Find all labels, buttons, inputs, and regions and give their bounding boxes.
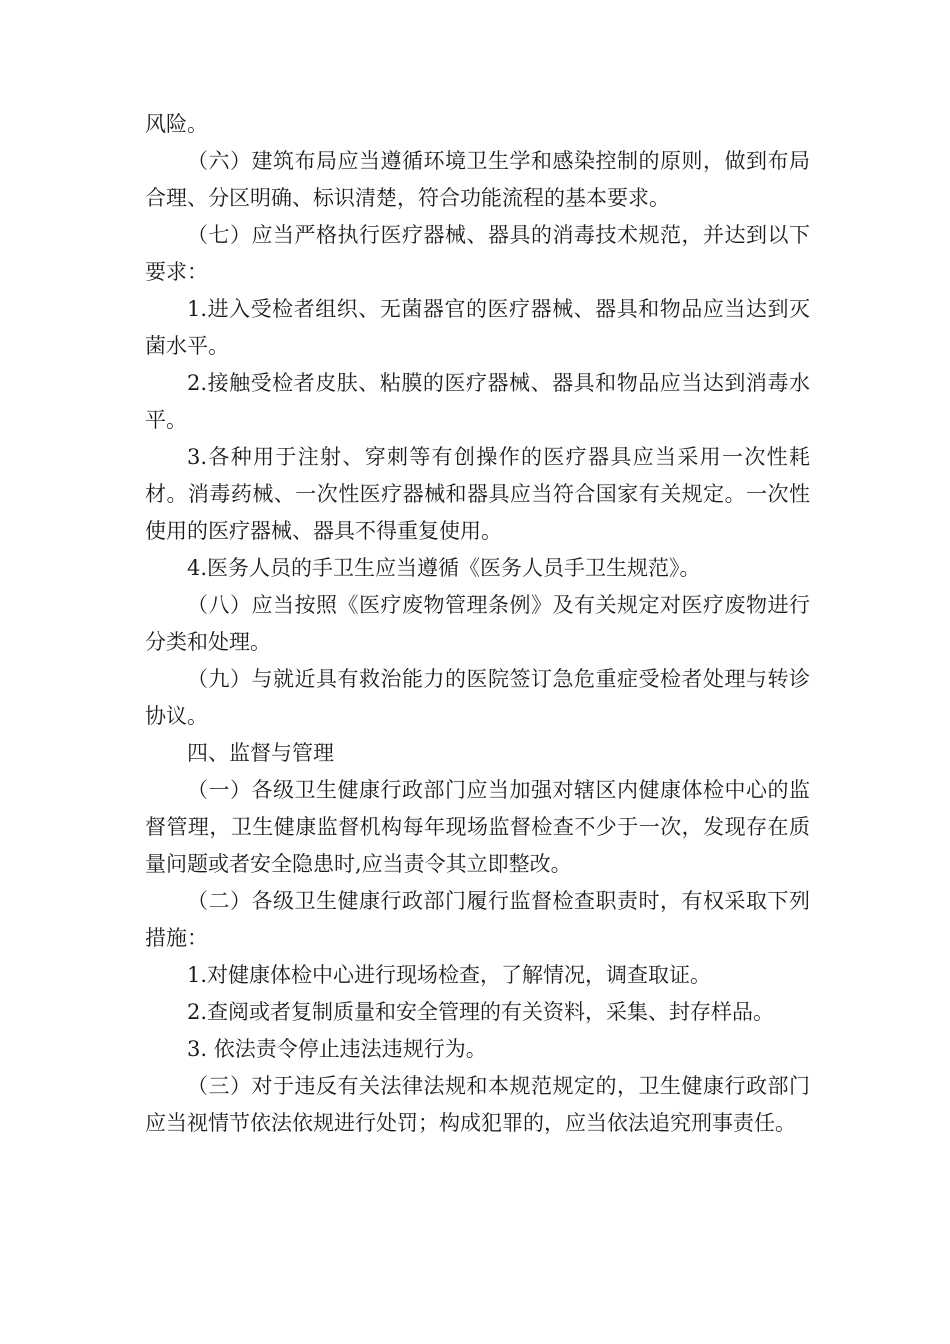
paragraph-item-7: （七）应当严格执行医疗器械、器具的消毒技术规范，并达到以下要求： — [145, 223, 810, 284]
paragraph-supervision-2: （二）各级卫生健康行政部门履行监督检查职责时，有权采取下列措施： — [145, 889, 810, 950]
document-body — [145, 106, 810, 1142]
paragraph-item-7-1: 1.进入受检者组织、无菌器官的医疗器械、器具和物品应当达到灭菌水平。 — [145, 297, 810, 358]
paragraph-supervision-1: （一）各级卫生健康行政部门应当加强对辖区内健康体检中心的监督管理，卫生健康监督机构每年现场监督检查不少于一次，发现存在质量问题或者安全隐患时,应当责令其立即整改。 — [145, 778, 810, 876]
paragraph-item-6: （六）建筑布局应当遵循环境卫生学和感染控制的原则，做到布局合理、分区明确、标识清楚，符合功能流程的基本要求。 — [145, 149, 810, 210]
paragraph-supervision-2-3: 3. 依法责令停止违法违规行为。 — [187, 1037, 487, 1061]
section-heading-supervision: 四、监督与管理 — [187, 741, 334, 765]
paragraph-supervision-2-2: 2.查阅或者复制质量和安全管理的有关资料，采集、封存样品。 — [187, 1000, 775, 1024]
paragraph-item-9: （九）与就近具有救治能力的医院签订急危重症受检者处理与转诊协议。 — [145, 667, 810, 728]
paragraph-item-7-3: 3.各种用于注射、穿刺等有创操作的医疗器具应当采用一次性耗材。消毒药械、一次性医疗器械和器具应当符合国家有关规定。一次性使用的医疗器械、器具不得重复使用。 — [145, 445, 810, 543]
paragraph-supervision-2-1: 1.对健康体检中心进行现场检查，了解情况，调查取证。 — [187, 963, 712, 987]
paragraph-item-7-4: 4.医务人员的手卫生应当遵循《医务人员手卫生规范》。 — [187, 556, 701, 580]
paragraph-continuation: 风险。 — [145, 112, 208, 136]
paragraph-item-8: （八）应当按照《医疗废物管理条例》及有关规定对医疗废物进行分类和处理。 — [145, 593, 810, 654]
paragraph-supervision-3: （三）对于违反有关法律法规和本规范规定的，卫生健康行政部门应当视情节依法依规进行处罚；构成犯罪的，应当依法追究刑事责任。 — [145, 1074, 810, 1135]
paragraph-item-7-2: 2.接触受检者皮肤、粘膜的医疗器械、器具和物品应当达到消毒水平。 — [145, 371, 810, 432]
